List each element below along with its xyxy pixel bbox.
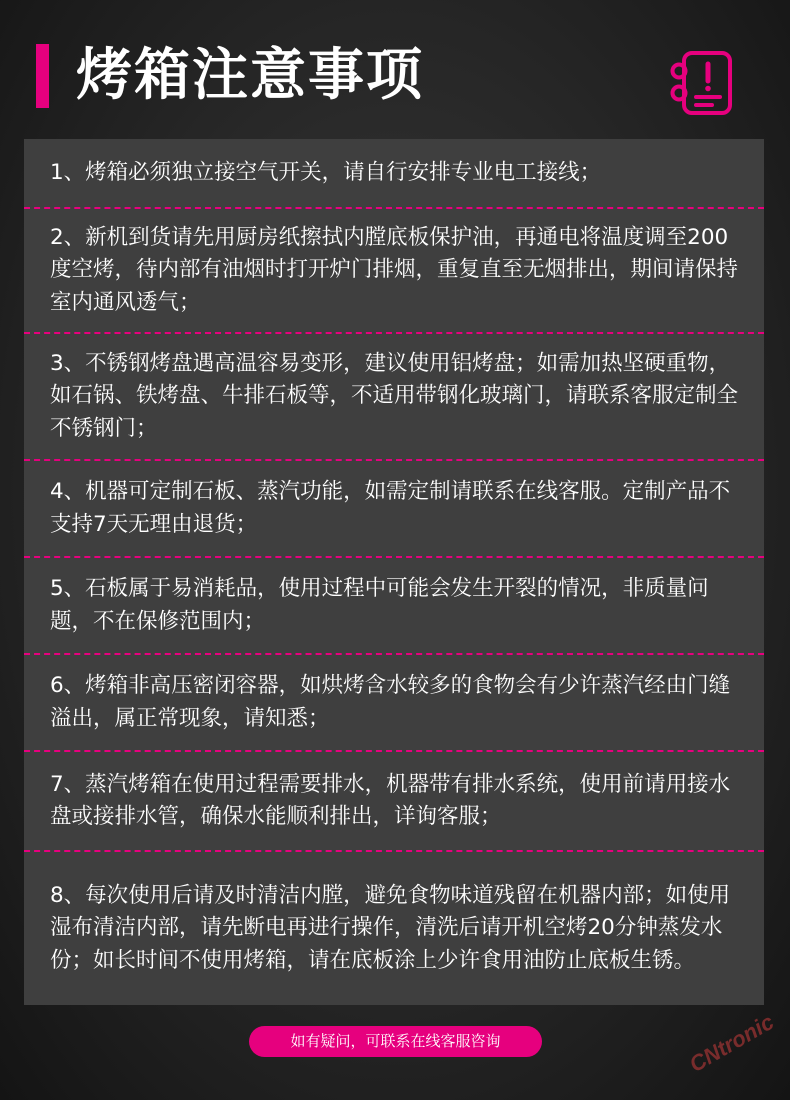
notice-text: 6、烤箱非高压密闭容器，如烘烤含水较多的食物会有少许蒸汽经由门缝溢出，属正常现象，请知悉； (50, 673, 731, 731)
notice-text: 2、新机到货请先用厨房纸擦拭内膛底板保护油，再通电将温度调至200度空烤，待内部有油烟时打开炉门排烟，重复直至无烟排出，期间请保持室内通风透气； (50, 224, 739, 315)
notice-text: 8、每次使用后请及时清洁内膛，避免食物味道残留在机器内部；如使用湿布清洁内部，请先断电再进行操作，清洗后请开机空烤20分钟蒸发水份；如长时间不使用烤箱，请在底板涂上少许食用油防止底板生锈。 (50, 882, 731, 973)
notice-item-8 (24, 852, 764, 1005)
notice-text: 3、不锈钢烤盘遇高温容易变形，建议使用铝烤盘；如需加热坚硬重物，如石锅、铁烤盘、牛排石板等，不适用带钢化玻璃门，请联系客服定制全不锈钢门； (50, 350, 739, 441)
notice-panel (24, 139, 764, 1005)
notice-icon (668, 50, 734, 116)
page-title: 烤箱注意事项 (76, 43, 424, 108)
notice-item-4 (24, 461, 764, 558)
notice-text: 1、烤箱必须独立接空气开关，请自行安排专业电工接线； (50, 159, 602, 185)
notice-item-2 (24, 209, 764, 334)
contact-service-badge: 如有疑问，可联系在线客服咨询 (249, 1026, 542, 1057)
notice-item-5 (24, 558, 764, 655)
notice-item-6 (24, 655, 764, 752)
brand-watermark: CNtronic (685, 1009, 778, 1078)
title-accent-bar (36, 44, 49, 108)
notice-text: 4、机器可定制石板、蒸汽功能，如需定制请联系在线客服。定制产品不支持7天无理由退货； (50, 479, 731, 537)
notice-text: 7、蒸汽烤箱在使用过程需要排水，机器带有排水系统，使用前请用接水盘或接排水管，确保水能顺利排出，详询客服； (50, 771, 731, 829)
notice-item-3 (24, 334, 764, 461)
notice-item-7 (24, 752, 764, 852)
notice-item-1 (24, 139, 764, 209)
header (0, 0, 790, 130)
notice-text: 5、石板属于易消耗品，使用过程中可能会发生开裂的情况，非质量问题，不在保修范围内； (50, 576, 709, 634)
